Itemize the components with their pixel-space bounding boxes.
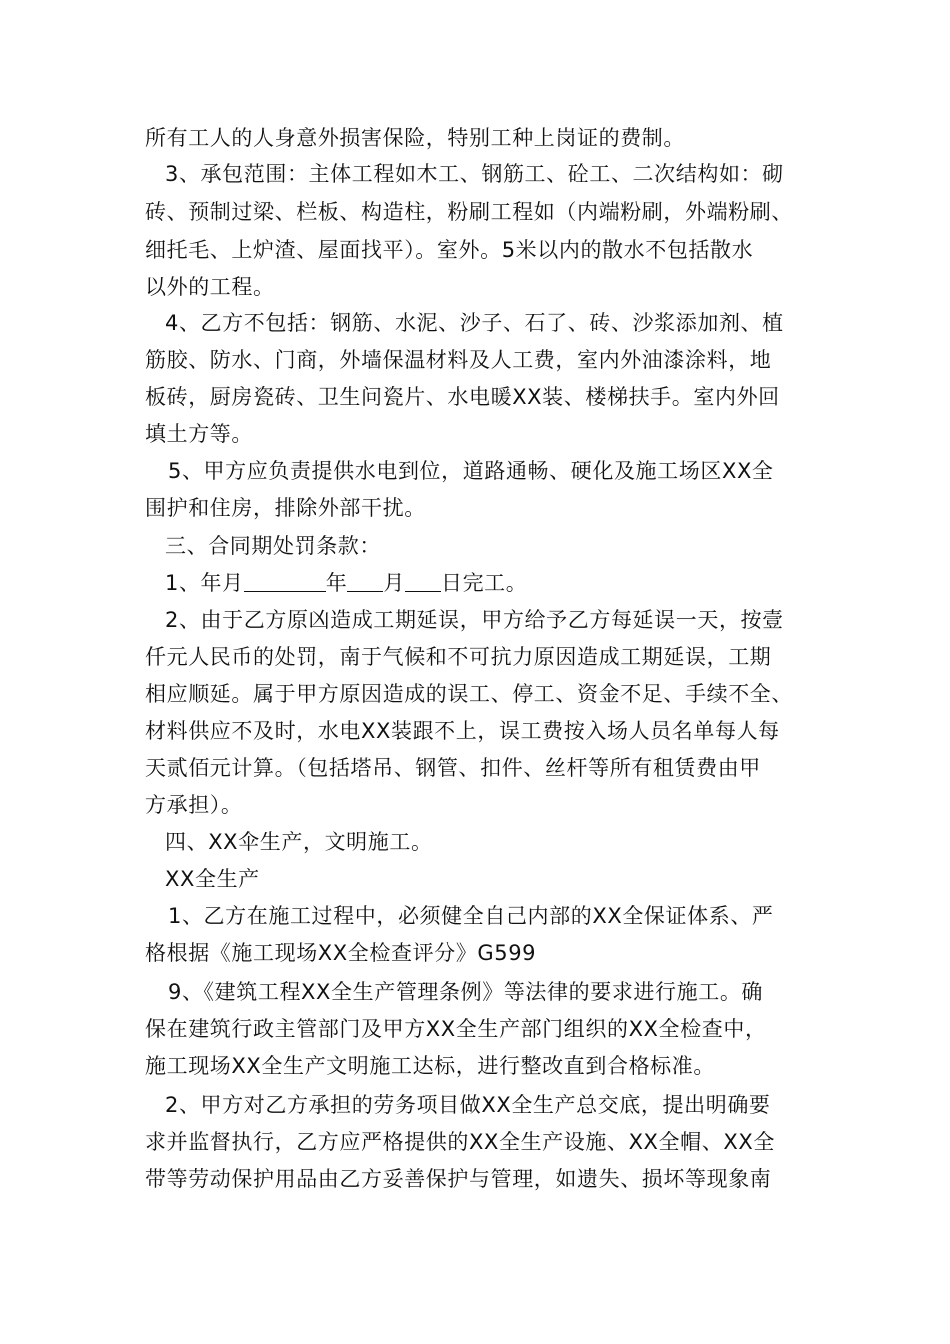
text-line: 相应顺延。属于甲方原因造成的误工、停工、资金不足、手续不全、 xyxy=(145,682,793,706)
text-line: 施工现场XX全生产文明施工达标，进行整改直到合格标准。 xyxy=(145,1054,715,1078)
text-line: 求并监督执行，乙方应严格提供的XX全生产设施、XX全帽、XX全 xyxy=(145,1130,775,1154)
text-line: 保在建筑行政主管部门及甲方XX全生产部门组织的XX全检查中， xyxy=(145,1017,767,1041)
text-line: 1、乙方在施工过程中，必须健全自己内部的XX全保证体系、严 xyxy=(168,904,774,928)
text-line: 5、甲方应负责提供水电到位，道路通畅、硬化及施工场区XX全 xyxy=(168,459,774,483)
text-line: 砖、预制过梁、栏板、构造柱，粉刷工程如（内端粉刷，外端粉刷、 xyxy=(145,200,793,224)
text-line: 9、《建筑工程XX全生产管理条例》等法律的要求进行施工。确 xyxy=(168,980,764,1004)
text-line: 格根据《施工现场XX全检查评分》G599 xyxy=(145,941,537,965)
date-suffix: 日完工。 xyxy=(440,571,528,595)
blank-underline xyxy=(347,569,383,592)
text-line: 方承担）。 xyxy=(145,793,243,817)
text-line: 细托毛、上炉渣、屋面找平）。室外。5米以内的散水不包括散水 xyxy=(145,238,754,262)
text-line: 4、乙方不包括：钢筋、水泥、沙子、石了、砖、沙浆添加剂、植 xyxy=(165,311,784,335)
text-line: 所有工人的人身意外损害保险，特别工种上岗证的费制。 xyxy=(145,126,685,150)
blank-underline xyxy=(405,569,441,592)
month-label: 月 xyxy=(383,571,405,595)
date-prefix: 1、年月 xyxy=(165,571,244,595)
text-line: 填土方等。 xyxy=(145,422,253,446)
text-line: 天贰佰元计算。（包括塔吊、钢管、扣件、丝杆等所有租赁费由甲 xyxy=(145,756,761,780)
text-line: 2、由于乙方原凶造成工期延误，甲方给予乙方每延误一天，按壹 xyxy=(165,608,784,632)
text-line: 2、甲方对乙方承担的劳务项目做XX全生产总交底，提出明确要 xyxy=(165,1093,771,1117)
text-line: 3、承包范围：主体工程如木工、钢筋工、砼工、二次结构如：砌 xyxy=(165,162,784,186)
section-heading: 三、合同期处罚条款： xyxy=(165,534,381,558)
text-line: 仟元人民币的处罚，南于气候和不可抗力原因造成工期延误，工期 xyxy=(145,645,772,669)
text-line: 围护和住房，排除外部干扰。 xyxy=(145,496,426,520)
text-line: 筋胶、防水、门商，外墙保温材料及人工费，室内外油漆涂料，地 xyxy=(145,348,772,372)
year-label: 年 xyxy=(325,571,348,595)
text-line: 以外的工程。 xyxy=(145,275,275,299)
text-line: 材料供应不及时，水电XX装跟不上，误工费按入场人员名单每人每 xyxy=(145,719,780,743)
date-line xyxy=(165,569,830,597)
subsection-heading: XX全生产 xyxy=(165,867,260,891)
section-heading: 四、XX伞生产，文明施工。 xyxy=(165,830,433,854)
text-line: 板砖，厨房瓷砖、卫生问瓷片、水电暖XX装、楼梯扶手。室内外回 xyxy=(145,385,780,409)
text-line: 带等劳动保护用品由乙方妥善保护与管理，如遗失、损坏等现象南 xyxy=(145,1167,772,1191)
blank-underline xyxy=(244,569,326,592)
